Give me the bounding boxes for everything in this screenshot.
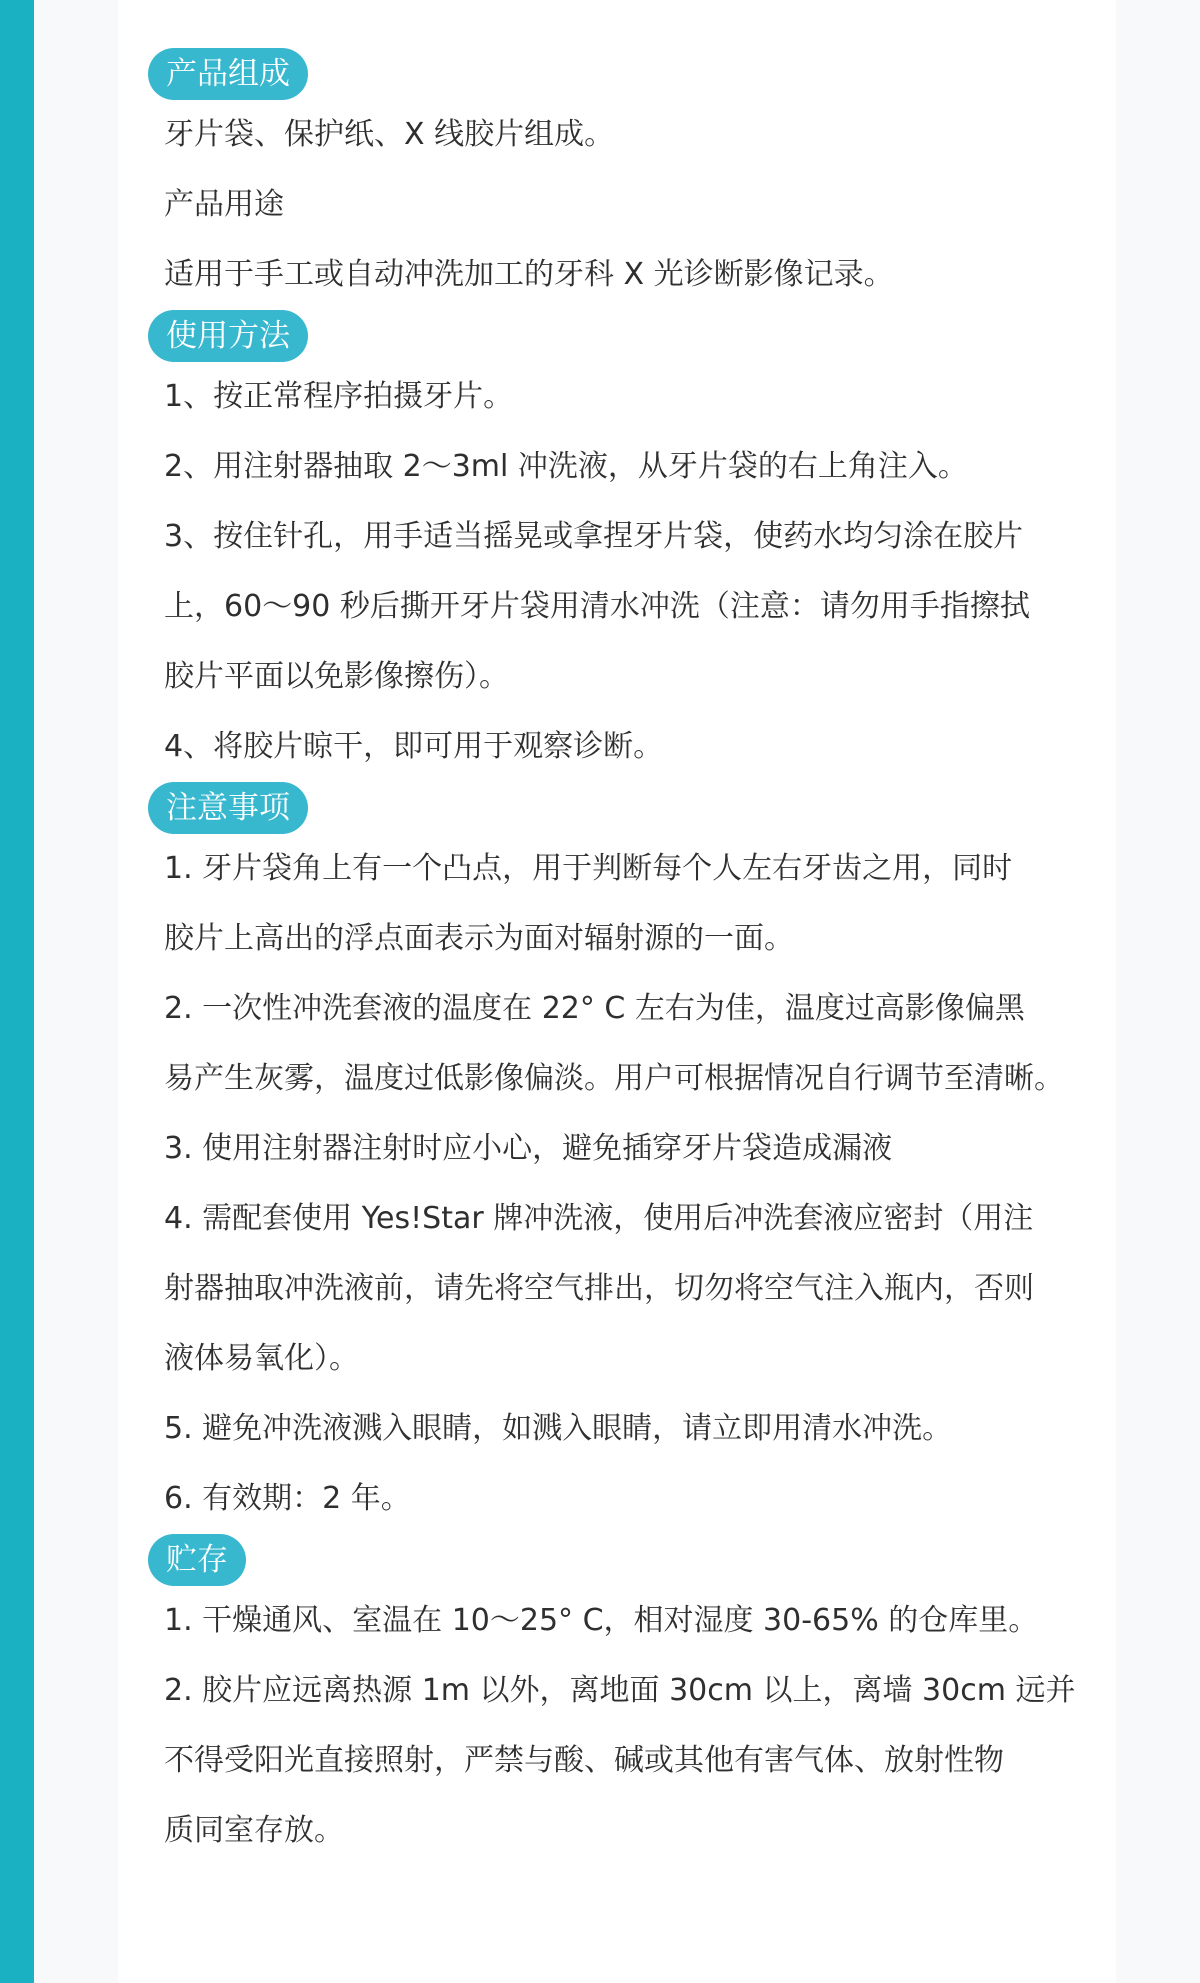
left-accent-bar — [0, 0, 34, 1983]
text-line: 2. 胶片应远离热源 1m 以外，离地面 30cm 以上，离墙 30cm 远并 — [164, 1673, 1076, 1708]
instructions-content — [148, 48, 1108, 1866]
text-line: 易产生灰雾，温度过低影像偏淡。用户可根据情况自行调节至清晰。 — [164, 1061, 1064, 1096]
text-line: 3. 使用注射器注射时应小心，避免插穿牙片袋造成漏液 — [164, 1131, 893, 1166]
text-line: 适用于手工或自动冲洗加工的牙科 X 光诊断影像记录。 — [164, 257, 894, 292]
text-line: 牙片袋、保护纸、X 线胶片组成。 — [164, 117, 615, 152]
text-line: 胶片平面以免影像擦伤）。 — [164, 659, 509, 694]
text-line: 质同室存放。 — [164, 1813, 344, 1848]
text-line: 2. 一次性冲洗套液的温度在 22° C 左右为佳，温度过高影像偏黑 — [164, 991, 1025, 1026]
text-line: 上，60～90 秒后撕开牙片袋用清水冲洗（注意：请勿用手指擦拭 — [164, 589, 1030, 624]
text-line: 4、将胶片晾干，即可用于观察诊断。 — [164, 729, 664, 764]
section-storage — [148, 1534, 1108, 1866]
text-line: 1. 牙片袋角上有一个凸点，用于判断每个人左右牙齿之用，同时 — [164, 851, 1013, 886]
section-composition — [148, 48, 1108, 310]
text-line: 产品用途 — [164, 187, 284, 222]
text-line: 2、用注射器抽取 2～3ml 冲洗液，从牙片袋的右上角注入。 — [164, 449, 968, 484]
section-usage — [148, 310, 1108, 782]
section-title-usage: 使用方法 — [148, 310, 308, 362]
text-line: 液体易氧化）。 — [164, 1341, 359, 1376]
text-line: 射器抽取冲洗液前，请先将空气排出，切勿将空气注入瓶内，否则 — [164, 1271, 1034, 1306]
text-line: 不得受阳光直接照射，严禁与酸、碱或其他有害气体、放射性物 — [164, 1743, 1004, 1778]
section-title-precautions: 注意事项 — [148, 782, 308, 834]
text-line: 1. 干燥通风、室温在 10～25° C，相对湿度 30-65% 的仓库里。 — [164, 1603, 1039, 1638]
text-line: 胶片上高出的浮点面表示为面对辐射源的一面。 — [164, 921, 794, 956]
section-title-composition: 产品组成 — [148, 48, 308, 100]
text-line: 5. 避免冲洗液溅入眼睛，如溅入眼睛，请立即用清水冲洗。 — [164, 1411, 953, 1446]
text-line: 3、按住针孔，用手适当摇晃或拿捏牙片袋，使药水均匀涂在胶片 — [164, 519, 1024, 554]
section-title-storage: 贮存 — [148, 1534, 246, 1586]
text-line: 4. 需配套使用 Yes!Star 牌冲洗液，使用后冲洗套液应密封（用注 — [164, 1201, 1034, 1236]
text-line: 6. 有效期：2 年。 — [164, 1481, 411, 1516]
text-line: 1、按正常程序拍摄牙片。 — [164, 379, 514, 414]
section-precautions — [148, 782, 1108, 1534]
